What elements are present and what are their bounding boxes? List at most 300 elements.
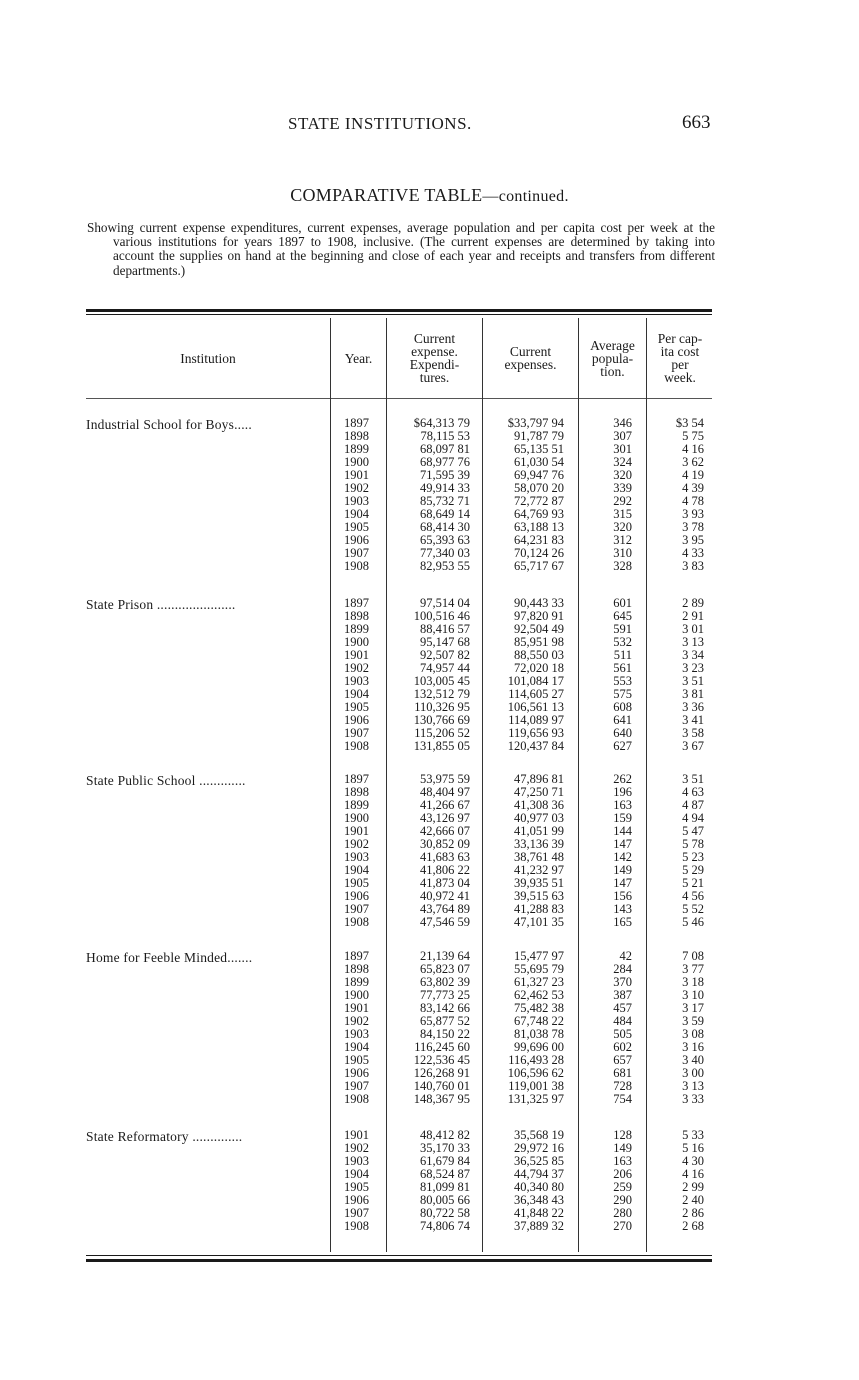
expenditure-cell: 71,595 39 [420, 468, 470, 482]
current-expense-cell: 67,748 22 [514, 1014, 564, 1028]
year-cell: 1898 [344, 429, 369, 443]
per-capita-cost-cell: 3 13 [682, 1079, 704, 1093]
current-expense-cell: 58,070 20 [514, 481, 564, 495]
year-cell: 1897 [344, 772, 369, 786]
year-cell: 1905 [344, 700, 369, 714]
bottom-rule-thin [86, 1255, 712, 1256]
expenditure-cell: 65,877 52 [420, 1014, 470, 1028]
population-cell: 147 [613, 837, 632, 851]
per-capita-cost-cell: 5 47 [682, 824, 704, 838]
current-expense-cell: 72,020 18 [514, 661, 564, 675]
current-expense-cell: 61,327 23 [514, 975, 564, 989]
col-header-year-label: Year. [344, 350, 373, 366]
per-capita-cost-cell: 5 75 [682, 429, 704, 443]
per-capita-cost-cell: 4 16 [682, 442, 704, 456]
current-expense-cell: 65,717 67 [514, 559, 564, 573]
population-cell: 681 [613, 1066, 632, 1080]
current-expense-cell: 75,482 38 [514, 1001, 564, 1015]
population-cell: 301 [613, 442, 632, 456]
expenditure-cell: 115,206 52 [414, 726, 470, 740]
expenditure-cell: 21,139 64 [420, 949, 470, 963]
year-cell: 1907 [344, 1206, 369, 1220]
expenditure-cell: 84,150 22 [420, 1027, 470, 1041]
year-cell: 1906 [344, 533, 369, 547]
col-header-institution [86, 318, 330, 398]
expenditure-cell: 68,097 81 [420, 442, 470, 456]
current-expense-cell: 116,493 28 [508, 1053, 564, 1067]
population-cell: 163 [613, 1154, 632, 1168]
population-cell: 262 [613, 772, 632, 786]
expenditure-cell: 68,977 76 [420, 455, 470, 469]
year-cell: 1908 [344, 915, 369, 929]
expenditure-cell: 103,005 45 [413, 674, 470, 688]
current-expense-cell: 81,038 78 [514, 1027, 564, 1041]
year-cell: 1907 [344, 546, 369, 560]
population-cell: 196 [613, 785, 632, 799]
current-expense-cell: 88,550 03 [514, 648, 564, 662]
year-cell: 1902 [344, 837, 369, 851]
section-title: STATE INSTITUTIONS. [288, 114, 472, 133]
year-cell: 1901 [344, 468, 369, 482]
col-header-line: expense. [411, 344, 458, 359]
population-cell: 346 [613, 416, 632, 430]
current-expense-cell: 99,696 00 [514, 1040, 564, 1054]
current-expense-cell: 65,135 51 [514, 442, 564, 456]
year-cell: 1902 [344, 1141, 369, 1155]
expenditure-cell: 81,099 81 [420, 1180, 470, 1194]
population-cell: 328 [613, 559, 632, 573]
current-expense-cell: 119,656 93 [508, 726, 564, 740]
per-capita-cost-cell: 2 99 [682, 1180, 704, 1194]
per-capita-cost-cell: 3 95 [682, 533, 704, 547]
col-header-line: Current [413, 331, 456, 346]
institution-name: Home for Feeble Minded....... [86, 950, 253, 965]
current-expense-cell: 63,188 13 [514, 520, 564, 534]
per-capita-cost-cell: 3 00 [682, 1066, 704, 1080]
col-header-line: expenses. [504, 357, 557, 372]
col-header-line: ita cost [660, 344, 700, 359]
current-expense-cell: 85,951 98 [514, 635, 564, 649]
expenditure-cell: 116,245 60 [414, 1040, 470, 1054]
per-capita-cost-cell: 5 29 [682, 863, 704, 877]
year-cell: 1904 [344, 1040, 369, 1054]
year-cell: 1900 [344, 988, 369, 1002]
current-expense-cell: 64,769 93 [514, 507, 564, 521]
population-cell: 511 [613, 648, 632, 662]
current-expense-cell: 61,030 54 [514, 455, 564, 469]
table-row [86, 740, 712, 753]
intro-text: Showing current expense expenditures, current expenses, average population and per capita cost per week at the various institutions for years 1897 to 1908, inclusive. (The current expenses are determined by taking into account the supplies on hand at the beginning and close of each year and receipts and transfers from different departments.) [87, 220, 715, 278]
per-capita-cost-cell: 5 33 [682, 1128, 704, 1142]
expenditure-cell: 35,170 33 [420, 1141, 470, 1155]
current-expense-cell: 131,325 97 [507, 1092, 564, 1106]
col-header-line: tion. [600, 363, 625, 379]
expenditure-cell: 43,764 89 [420, 902, 470, 916]
current-expense-cell: 41,051 99 [514, 824, 564, 838]
top-rule-thin [86, 314, 712, 315]
per-capita-cost-cell: 4 30 [682, 1154, 704, 1168]
current-expense-cell: 40,340 80 [514, 1180, 564, 1194]
per-capita-cost-cell: 3 01 [682, 622, 704, 636]
top-double-rule [86, 309, 712, 312]
expenditure-cell: 80,722 58 [420, 1206, 470, 1220]
current-expense-cell: 62,462 53 [514, 988, 564, 1002]
expenditure-cell: 92,507 82 [420, 648, 470, 662]
per-capita-cost-cell: 3 77 [682, 962, 704, 976]
population-cell: 387 [613, 988, 632, 1002]
expenditure-cell: 41,683 63 [420, 850, 470, 864]
intro-paragraph [87, 221, 715, 278]
expenditure-cell: 68,414 30 [420, 520, 470, 534]
current-expense-cell: 15,477 97 [514, 949, 564, 963]
institution-name: State Public School ............. [86, 773, 246, 788]
expenditure-cell: 100,516 46 [413, 609, 470, 623]
expenditure-cell: 48,412 82 [420, 1128, 470, 1142]
year-cell: 1906 [344, 713, 369, 727]
population-cell: 149 [613, 1141, 632, 1155]
col-header-year [331, 318, 386, 398]
year-cell: 1902 [344, 481, 369, 495]
per-capita-cost-cell: 4 63 [682, 785, 704, 799]
per-capita-cost-cell: 3 18 [682, 975, 704, 989]
population-cell: 156 [613, 889, 632, 903]
expenditure-cell: 130,766 69 [413, 713, 470, 727]
per-capita-cost-cell: 4 33 [682, 546, 704, 560]
year-cell: 1898 [344, 785, 369, 799]
per-capita-cost-cell: 3 58 [682, 726, 704, 740]
per-capita-cost-cell: 3 17 [682, 1001, 704, 1015]
per-capita-cost-cell: 4 19 [682, 468, 704, 482]
header-rule [86, 398, 712, 399]
current-expense-cell: 92,504 49 [514, 622, 564, 636]
year-cell: 1907 [344, 1079, 369, 1093]
col-header-line: week. [664, 370, 696, 385]
per-capita-cost-cell: 3 41 [682, 713, 704, 727]
current-expense-cell: 47,101 35 [514, 915, 564, 929]
table-title-main: COMPARATIVE TABLE [290, 185, 483, 205]
population-cell: 142 [613, 850, 632, 864]
population-cell: 312 [613, 533, 632, 547]
population-cell: 645 [613, 609, 632, 623]
col-header-per-capita-cost [647, 318, 713, 398]
population-cell: 457 [613, 1001, 632, 1015]
expenditure-cell: 85,732 71 [420, 494, 470, 508]
population-cell: 310 [613, 546, 632, 560]
per-capita-cost-cell: 2 89 [682, 596, 704, 610]
year-cell: 1906 [344, 889, 369, 903]
population-cell: 315 [613, 507, 632, 521]
current-expense-cell: 41,308 36 [514, 798, 564, 812]
col-header-line: per [671, 357, 689, 372]
expenditure-cell: 132,512 79 [413, 687, 470, 701]
year-cell: 1897 [344, 949, 369, 963]
per-capita-cost-cell: 3 62 [682, 455, 704, 469]
page-number: 663 [682, 112, 711, 133]
per-capita-cost-cell: 3 10 [682, 988, 704, 1002]
year-cell: 1903 [344, 1154, 369, 1168]
population-cell: 144 [613, 824, 632, 838]
col-header-line: Expendi- [409, 357, 460, 372]
col-header-line: popula- [591, 350, 634, 366]
expenditure-cell: 88,416 57 [420, 622, 470, 636]
year-cell: 1903 [344, 494, 369, 508]
per-capita-cost-cell: 3 67 [682, 739, 704, 753]
year-cell: 1901 [344, 1128, 369, 1142]
expenditure-cell: $64,313 79 [413, 416, 470, 430]
current-expense-cell: 41,848 22 [514, 1206, 564, 1220]
table-row [86, 916, 712, 929]
per-capita-cost-cell: 4 87 [682, 798, 704, 812]
population-cell: 370 [613, 975, 632, 989]
year-cell: 1899 [344, 442, 369, 456]
table-row [86, 560, 712, 573]
population-cell: 591 [613, 622, 632, 636]
expenditure-cell: 83,142 66 [420, 1001, 470, 1015]
year-cell: 1905 [344, 1180, 369, 1194]
current-expense-cell: 41,288 83 [514, 902, 564, 916]
per-capita-cost-cell: 4 56 [682, 889, 704, 903]
population-cell: 553 [613, 674, 632, 688]
population-cell: 292 [613, 494, 632, 508]
per-capita-cost-cell: 3 81 [682, 687, 704, 701]
current-expense-cell: 47,896 81 [514, 772, 564, 786]
table-row [86, 1093, 712, 1106]
population-cell: 143 [613, 902, 632, 916]
population-cell: 324 [613, 455, 632, 469]
year-cell: 1905 [344, 520, 369, 534]
current-expense-cell: 119,001 38 [508, 1079, 564, 1093]
col-header-average-population [579, 318, 646, 398]
year-cell: 1901 [344, 648, 369, 662]
expenditure-cell: 68,649 14 [420, 507, 470, 521]
current-expense-cell: 41,232 97 [514, 863, 564, 877]
institution-name: Industrial School for Boys..... [86, 417, 252, 432]
population-cell: 290 [613, 1193, 632, 1207]
year-cell: 1904 [344, 687, 369, 701]
expenditure-cell: 47,546 59 [420, 915, 470, 929]
institution-name: State Reformatory .............. [86, 1129, 243, 1144]
current-expense-cell: 106,596 62 [507, 1066, 564, 1080]
expenditure-cell: 74,806 74 [420, 1219, 470, 1233]
expenditure-cell: 148,367 95 [413, 1092, 470, 1106]
expenditure-cell: 122,536 45 [413, 1053, 470, 1067]
per-capita-cost-cell: 5 46 [682, 915, 704, 929]
per-capita-cost-cell: 3 78 [682, 520, 704, 534]
year-cell: 1906 [344, 1066, 369, 1080]
current-expense-cell: 36,525 85 [514, 1154, 564, 1168]
year-cell: 1908 [344, 1219, 369, 1233]
per-capita-cost-cell: 3 23 [682, 661, 704, 675]
year-cell: 1905 [344, 1053, 369, 1067]
bottom-double-rule [86, 1259, 712, 1262]
current-expense-cell: 64,231 83 [514, 533, 564, 547]
current-expense-cell: 35,568 19 [514, 1128, 564, 1142]
per-capita-cost-cell: 2 40 [682, 1193, 704, 1207]
population-cell: 42 [619, 949, 632, 963]
year-cell: 1908 [344, 1092, 369, 1106]
per-capita-cost-cell: 5 23 [682, 850, 704, 864]
current-expense-cell: 97,820 91 [514, 609, 564, 623]
population-cell: 640 [613, 726, 632, 740]
per-capita-cost-cell: 4 39 [682, 481, 704, 495]
expenditure-cell: 41,806 22 [420, 863, 470, 877]
col-header-current-expenses [483, 318, 578, 398]
year-cell: 1900 [344, 455, 369, 469]
per-capita-cost-cell: 3 33 [682, 1092, 704, 1106]
expenditure-cell: 78,115 53 [420, 429, 470, 443]
per-capita-cost-cell: 5 16 [682, 1141, 704, 1155]
year-cell: 1907 [344, 726, 369, 740]
current-expense-cell: 39,515 63 [514, 889, 564, 903]
per-capita-cost-cell: 3 13 [682, 635, 704, 649]
per-capita-cost-cell: 3 16 [682, 1040, 704, 1054]
current-expense-cell: 106,561 13 [507, 700, 564, 714]
population-cell: 270 [613, 1219, 632, 1233]
year-cell: 1907 [344, 902, 369, 916]
year-cell: 1899 [344, 975, 369, 989]
year-cell: 1908 [344, 559, 369, 573]
current-expense-cell: 70,124 26 [514, 546, 564, 560]
population-cell: 532 [613, 635, 632, 649]
current-expense-cell: 29,972 16 [514, 1141, 564, 1155]
current-expense-cell: 47,250 71 [514, 785, 564, 799]
population-cell: 206 [613, 1167, 632, 1181]
institution-name: State Prison ...................... [86, 597, 236, 612]
current-expense-cell: 101,084 17 [507, 674, 564, 688]
current-expense-cell: 90,443 33 [514, 596, 564, 610]
current-expense-cell: $33,797 94 [507, 416, 564, 430]
current-expense-cell: 55,695 79 [514, 962, 564, 976]
population-cell: 259 [613, 1180, 632, 1194]
per-capita-cost-cell: 3 93 [682, 507, 704, 521]
year-cell: 1902 [344, 1014, 369, 1028]
current-expense-cell: 69,947 76 [514, 468, 564, 482]
year-cell: 1902 [344, 661, 369, 675]
col-header-line: Current [509, 344, 552, 359]
expenditure-cell: 43,126 97 [420, 811, 470, 825]
per-capita-cost-cell: 4 94 [682, 811, 704, 825]
population-cell: 505 [613, 1027, 632, 1041]
expenditure-cell: 74,957 44 [420, 661, 470, 675]
per-capita-cost-cell: 7 08 [682, 949, 704, 963]
expenditure-cell: 95,147 68 [420, 635, 470, 649]
per-capita-cost-cell: 3 34 [682, 648, 704, 662]
per-capita-cost-cell: 2 68 [682, 1219, 704, 1233]
current-expense-cell: 37,889 32 [514, 1219, 564, 1233]
per-capita-cost-cell: 4 78 [682, 494, 704, 508]
per-capita-cost-cell: $3 54 [675, 416, 704, 430]
expenditure-cell: 131,855 05 [413, 739, 470, 753]
expenditure-cell: 77,773 25 [420, 988, 470, 1002]
per-capita-cost-cell: 5 21 [682, 876, 704, 890]
population-cell: 641 [613, 713, 632, 727]
population-cell: 147 [613, 876, 632, 890]
population-cell: 320 [613, 520, 632, 534]
population-cell: 608 [613, 700, 632, 714]
expenditure-cell: 48,404 97 [420, 785, 470, 799]
institution-group [86, 417, 712, 573]
col-header-line: Per cap- [657, 331, 703, 346]
institution-group [86, 1129, 712, 1233]
population-cell: 484 [613, 1014, 632, 1028]
year-cell: 1899 [344, 798, 369, 812]
population-cell: 165 [613, 915, 632, 929]
table-row [86, 1220, 712, 1233]
year-cell: 1898 [344, 609, 369, 623]
per-capita-cost-cell: 3 08 [682, 1027, 704, 1041]
year-cell: 1903 [344, 674, 369, 688]
year-cell: 1905 [344, 876, 369, 890]
per-capita-cost-cell: 3 59 [682, 1014, 704, 1028]
per-capita-cost-cell: 3 83 [682, 559, 704, 573]
year-cell: 1904 [344, 507, 369, 521]
institution-group [86, 597, 712, 753]
population-cell: 601 [613, 596, 632, 610]
population-cell: 728 [613, 1079, 632, 1093]
population-cell: 128 [613, 1128, 632, 1142]
population-cell: 284 [613, 962, 632, 976]
col-header-line: Average [590, 337, 635, 353]
institution-group [86, 773, 712, 929]
running-head [0, 114, 859, 138]
population-cell: 280 [613, 1206, 632, 1220]
year-cell: 1906 [344, 1193, 369, 1207]
year-cell: 1900 [344, 635, 369, 649]
population-cell: 561 [613, 661, 632, 675]
per-capita-cost-cell: 3 51 [682, 674, 704, 688]
year-cell: 1904 [344, 863, 369, 877]
current-expense-cell: 120,437 84 [507, 739, 564, 753]
expenditure-cell: 126,268 91 [413, 1066, 470, 1080]
per-capita-cost-cell: 3 51 [682, 772, 704, 786]
expenditure-cell: 63,802 39 [420, 975, 470, 989]
expenditure-cell: 82,953 55 [420, 559, 470, 573]
current-expense-cell: 72,772 87 [514, 494, 564, 508]
expenditure-cell: 41,266 67 [420, 798, 470, 812]
per-capita-cost-cell: 2 86 [682, 1206, 704, 1220]
population-cell: 159 [613, 811, 632, 825]
population-cell: 575 [613, 687, 632, 701]
expenditure-cell: 65,393 63 [420, 533, 470, 547]
year-cell: 1900 [344, 811, 369, 825]
population-cell: 602 [613, 1040, 632, 1054]
year-cell: 1903 [344, 850, 369, 864]
current-expense-cell: 39,935 51 [514, 876, 564, 890]
per-capita-cost-cell: 3 36 [682, 700, 704, 714]
population-cell: 657 [613, 1053, 632, 1067]
expenditure-cell: 40,972 41 [420, 889, 470, 903]
expenditure-cell: 65,823 07 [420, 962, 470, 976]
year-cell: 1897 [344, 416, 369, 430]
expenditure-cell: 53,975 59 [420, 772, 470, 786]
current-expense-cell: 36,348 43 [514, 1193, 564, 1207]
year-cell: 1903 [344, 1027, 369, 1041]
year-cell: 1897 [344, 596, 369, 610]
expenditure-cell: 80,005 66 [420, 1193, 470, 1207]
per-capita-cost-cell: 3 40 [682, 1053, 704, 1067]
population-cell: 754 [613, 1092, 632, 1106]
per-capita-cost-cell: 4 16 [682, 1167, 704, 1181]
expenditure-cell: 30,852 09 [420, 837, 470, 851]
expenditure-cell: 77,340 03 [420, 546, 470, 560]
col-header-line: tures. [419, 370, 450, 385]
population-cell: 163 [613, 798, 632, 812]
population-cell: 149 [613, 863, 632, 877]
col-header-expenditures [387, 318, 482, 398]
year-cell: 1901 [344, 1001, 369, 1015]
table-title [0, 185, 859, 206]
expenditure-cell: 61,679 84 [420, 1154, 470, 1168]
